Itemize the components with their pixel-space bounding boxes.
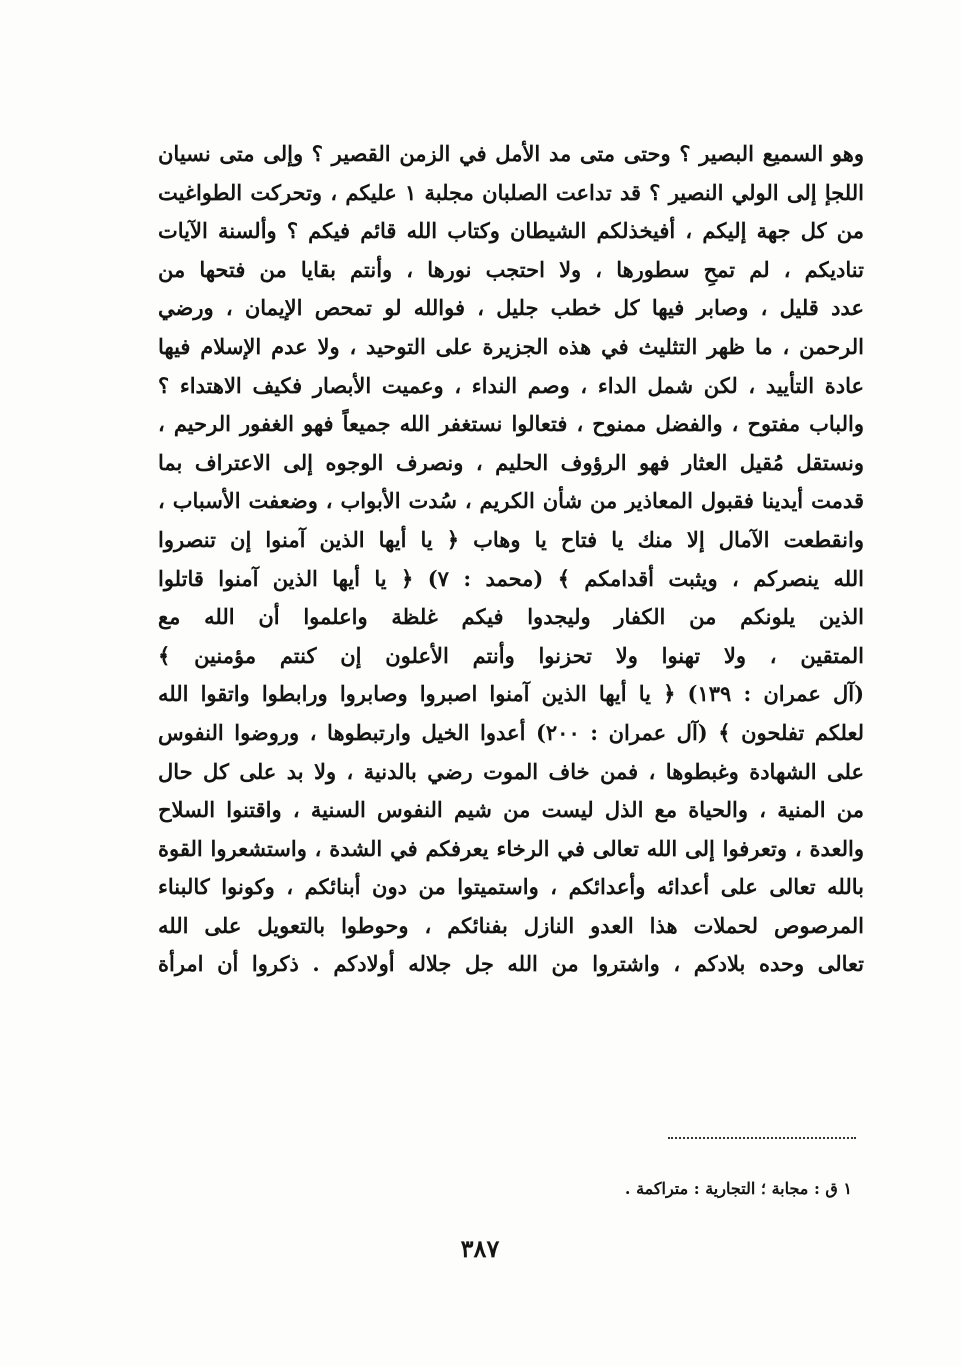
text-line: قدمت أيدينا فقبول المعاذير من شأن الكريم ، سُدت الأبواب ، وضعفت الأسباب ، — [158, 488, 864, 514]
footnote-separator — [668, 1137, 856, 1139]
text-line: الله ينصركم ، ويثبت أقدامكم ﴾ (محمد : ٧) ﴿ يا أيها الذين آمنوا قاتلوا — [158, 565, 864, 591]
text-line: ونستقل مُقيل العثار فهو الرؤوف الحليم ، ونصرف الوجوه إلى الاعتراف بما — [158, 449, 864, 475]
text-line: وانقطعت الآمال إلا منك يا فتاح يا وهاب ﴿ يا أيها الذين آمنوا إن تنصروا — [158, 526, 864, 552]
text-line: (آل عمران : ١٣٩) ﴿ يا أيها الذين آمنوا اصبروا وصابروا ورابطوا واتقوا الله — [158, 681, 864, 707]
text-line: من كل جهة إليكم ، أفيخذلكم الشيطان وكتاب الله قائم فيكم ؟ وألسنة الآيات — [158, 218, 864, 244]
text-line: على الشهادة وغبطوها ، فمن خاف الموت رضي بالدنية ، ولا بد على كل حال — [158, 758, 864, 784]
text-line: والباب مفتوح ، والفضل ممنوح ، فتعالوا نستغفر الله جميعاً فهو الغفور الرحيم ، — [158, 411, 864, 437]
text-line: من المنية ، والحياة مع الذل ليست من شيم النفوس السنية ، واقتنوا السلاح — [158, 797, 864, 823]
body-text — [158, 135, 864, 984]
text-line: لعلكم تفلحون ﴾ (آل عمران : ٢٠٠) أعدوا الخيل وارتبطوها ، وروضوا النفوس — [158, 719, 864, 745]
text-line: والعدة ، وتعرفوا إلى الله تعالى في الرخاء يعرفكم في الشدة ، واستشعروا القوة — [158, 835, 864, 861]
text-line: عدد قليل ، وصابر فيها كل خطب جليل ، فوالله لو تمحص الإيمان ، ورضي — [158, 295, 864, 321]
footnote: ١ ق : مجابة ؛ التجارية : متراكمة . — [624, 1179, 852, 1198]
text-line: عادة التأييد ، لكن شمل الداء ، وصم النداء ، وعميت الأبصار فكيف الاهتداء ؟ — [158, 372, 864, 398]
text-line: وهو السميع البصير ؟ وحتى متى مد الأمل في الزمن القصير ؟ وإلى متى نسيان — [158, 141, 864, 166]
text-line: تعالى وحده بلادكم ، واشتروا من الله جل جلاله أولادكم . ذكروا أن امرأة — [158, 951, 864, 977]
page-number: ٣٨٧ — [460, 1234, 500, 1263]
text-line: الذين يلونكم من الكفار وليجدوا فيكم غلظة واعلموا أن الله مع — [158, 604, 864, 630]
text-line: المرصوص لحملات هذا العدو النازل بفنائكم ، وحوطوا بالتعويل على الله — [158, 912, 864, 938]
text-line: بالله تعالى على أعدائه وأعدائكم ، واستميتوا من دون أبنائكم ، وكونوا كالبناء — [158, 874, 864, 900]
text-line: اللجإ إلى الولي النصير ؟ قد تداعت الصلبان مجلبة ١ عليكم ، وتحركت الطواغيت — [158, 179, 864, 205]
text-line: تناديكم ، لم تمحِ سطورها ، ولا احتجب نورها ، وأنتم بقايا من فتحها من — [158, 256, 864, 282]
text-line: الرحمن ، ما ظهر التثليث في هذه الجزيرة على التوحيد ، ولا عدم الإسلام فيها — [158, 333, 864, 359]
text-line: المتقين ، ولا تهنوا ولا تحزنوا وأنتم الأعلون إن كنتم مؤمنين ﴾ — [158, 642, 864, 668]
